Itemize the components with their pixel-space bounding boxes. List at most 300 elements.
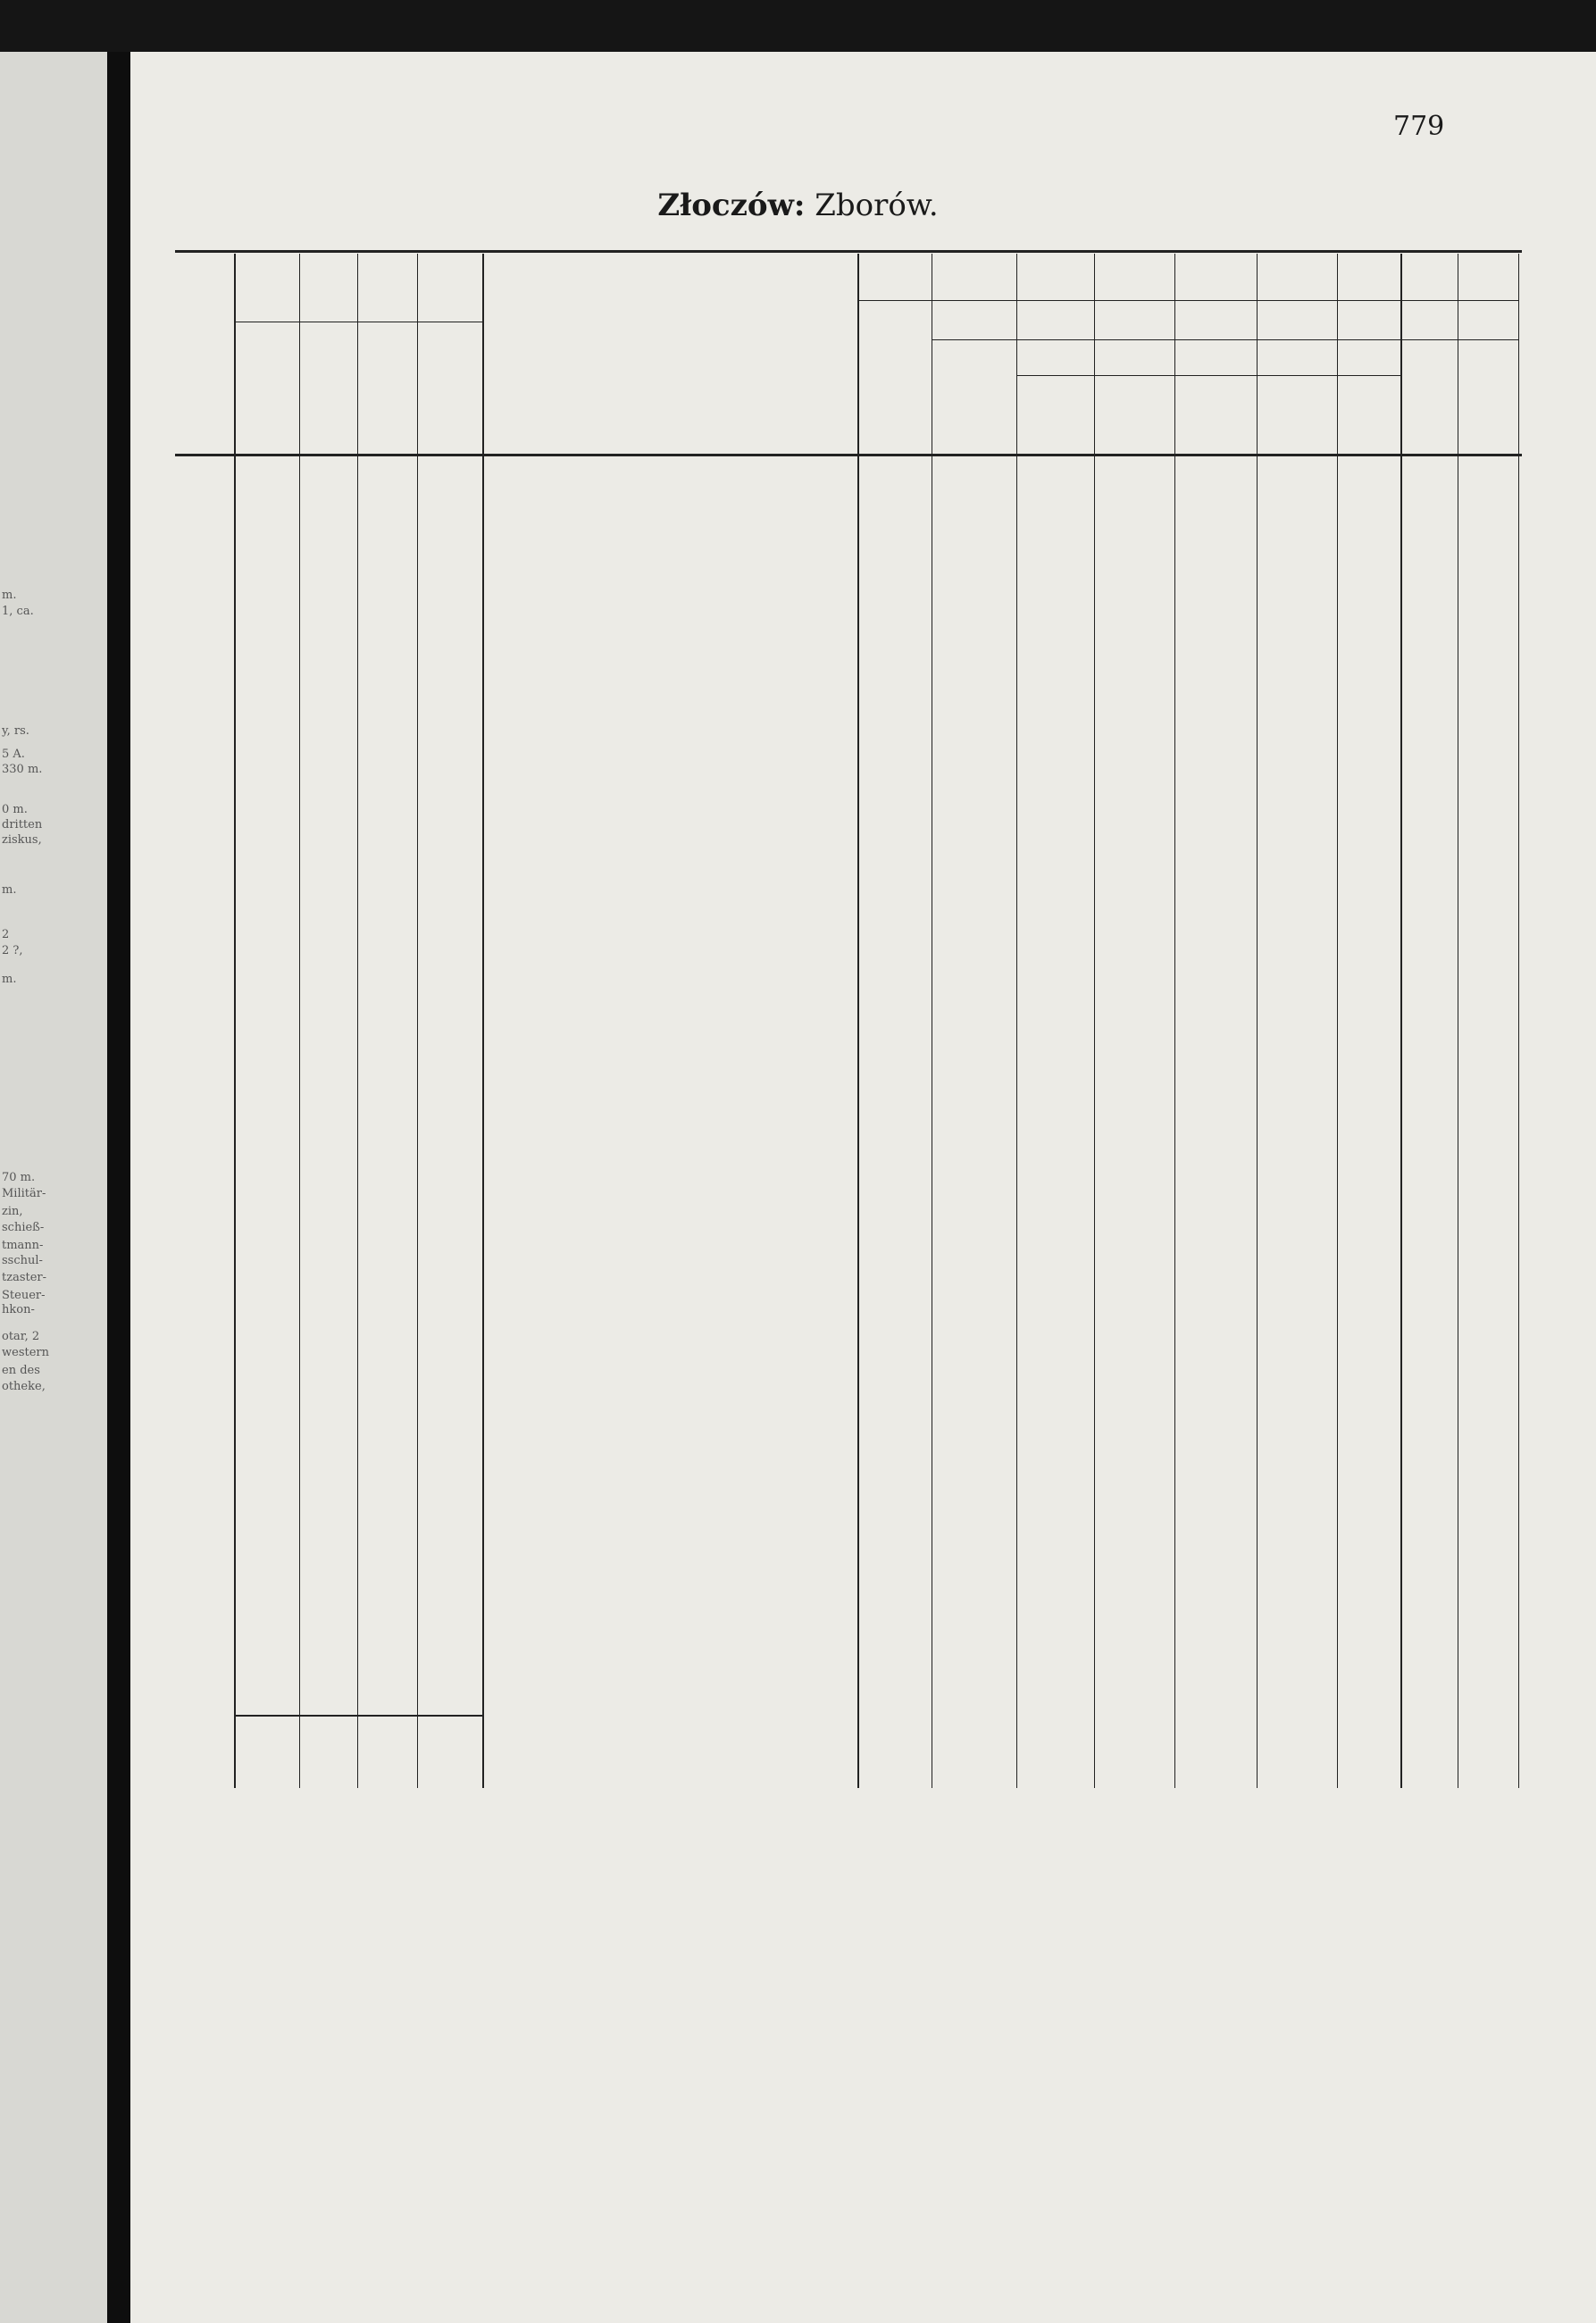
fabriken-value	[1458, 1266, 1513, 1290]
pferde-sum	[234, 1726, 294, 1747]
header-im-ganzen	[857, 343, 932, 450]
row-number	[175, 975, 218, 999]
wiesen-value	[1094, 1519, 1169, 1542]
wiesen-value	[1094, 1155, 1169, 1178]
wald-value	[1337, 904, 1395, 927]
header-steuerpflichtige	[932, 343, 1016, 450]
aecker-value	[1016, 755, 1089, 778]
aecker-value	[1016, 642, 1089, 665]
header-viehstand	[234, 268, 482, 295]
fabriken-value	[1458, 904, 1513, 927]
wiesen-value	[1094, 1192, 1169, 1216]
footer-line	[489, 2071, 1499, 2088]
row-number	[175, 1450, 218, 1473]
wald-value	[1337, 642, 1395, 665]
previous-page-fragment: western	[2, 1346, 49, 1359]
grossgrund-value	[1400, 866, 1452, 890]
header-aecker	[1016, 380, 1094, 450]
gaerten-value	[1174, 1453, 1251, 1476]
wald-value	[1337, 1341, 1395, 1365]
fabriken-value	[1458, 1230, 1513, 1253]
rinder-value	[299, 680, 352, 703]
wald-value	[1337, 1090, 1395, 1114]
hutweiden-value	[1257, 1192, 1332, 1216]
row-number	[175, 676, 218, 699]
pferde-value	[234, 1671, 294, 1694]
steuerpflichtig-value	[932, 1189, 1011, 1212]
steuerpflichtig-value	[932, 1151, 1011, 1174]
katastralgemeinde-name	[495, 676, 870, 701]
aecker-value	[1016, 1416, 1089, 1440]
wald-value	[1337, 1053, 1395, 1076]
wiesen-value	[1094, 1230, 1169, 1253]
hutweiden-value	[1257, 1671, 1332, 1694]
steuerpflichtig-value	[932, 1124, 1011, 1148]
fabriken-value	[1458, 979, 1513, 1002]
katastralgemeinde-name	[495, 825, 870, 850]
wald-value	[1337, 1155, 1395, 1178]
hutweiden-value	[1257, 1266, 1332, 1290]
hutweiden-value	[1257, 1558, 1332, 1582]
wald-value	[1337, 755, 1395, 778]
gaerten-value	[1174, 1341, 1251, 1365]
wiesen-value	[1094, 1304, 1169, 1327]
previous-page-fragment: schieß-	[2, 1221, 45, 1234]
katastralgemeinde-name	[495, 1450, 870, 1475]
scan-top-border	[0, 0, 1596, 52]
hutweiden-value	[1257, 1416, 1332, 1440]
fabriken-value	[1458, 1558, 1513, 1582]
fabriken-value	[1458, 1090, 1513, 1114]
rinder-value	[299, 1558, 352, 1582]
schweine-value	[417, 1053, 477, 1076]
pferde-value	[234, 1230, 294, 1253]
schafe-value	[357, 1266, 412, 1290]
katastralgemeinde-name	[495, 1124, 870, 1149]
katastralgemeinde-name	[495, 1012, 870, 1037]
header-rinder	[299, 327, 357, 448]
schafe-value	[357, 1304, 412, 1327]
fabriken-value	[1458, 1015, 1513, 1039]
hutweiden-value	[1257, 642, 1332, 665]
footer-line	[489, 2001, 1499, 2018]
pferde-value	[234, 1053, 294, 1076]
fabriken-value	[1458, 1128, 1513, 1151]
footnote-militaerpferde	[214, 2193, 482, 2213]
wald-value	[1337, 1671, 1395, 1694]
header-wald	[1337, 380, 1400, 450]
row-number	[175, 564, 218, 588]
title-district: Złoczów:	[657, 188, 806, 223]
schweine-value	[417, 1634, 477, 1657]
im-ganzen-value	[857, 676, 926, 699]
schafe-value	[357, 642, 412, 665]
rinder-value	[299, 1416, 352, 1440]
aecker-value	[1016, 531, 1089, 554]
gaerten-value	[1174, 1192, 1251, 1216]
aecker-value	[1016, 1090, 1089, 1114]
footer-line	[489, 1949, 1499, 1966]
pferde-value	[234, 642, 294, 665]
gaerten-value	[1174, 829, 1251, 852]
im-ganzen-value	[857, 789, 926, 812]
previous-page-fragment: m.	[2, 973, 17, 986]
katastralgemeinde-name	[495, 975, 870, 1000]
pferde-value	[234, 1341, 294, 1365]
im-ganzen-value	[857, 714, 926, 737]
grossgrund-value	[1400, 1341, 1452, 1365]
header-schafe	[357, 327, 417, 448]
im-ganzen-value	[857, 1087, 926, 1110]
aecker-value	[1016, 1453, 1089, 1476]
aecker-value	[1016, 1634, 1089, 1657]
katastralgemeinde-name	[495, 938, 870, 963]
aecker-value	[1016, 1558, 1089, 1582]
steuerpflichtig-value	[932, 1375, 1011, 1399]
page-number: 779	[1393, 111, 1445, 142]
previous-page-fragment: 5 A.	[2, 748, 25, 761]
schafe-value	[357, 1634, 412, 1657]
wald-value	[1337, 606, 1395, 629]
wald-value	[1337, 717, 1395, 740]
grossgrund-value	[1400, 1266, 1452, 1290]
hutweiden-value	[1257, 1341, 1332, 1365]
wiesen-value	[1094, 755, 1169, 778]
steuerpflichtig-value	[932, 1263, 1011, 1286]
wald-value	[1337, 680, 1395, 703]
footer-heading	[554, 1820, 1358, 1840]
wald-value	[1337, 1230, 1395, 1253]
pferde-value	[234, 1304, 294, 1327]
header-fabriken	[1458, 345, 1518, 450]
wiesen-value	[1094, 829, 1169, 852]
row-number	[175, 863, 218, 886]
pferde-value	[234, 606, 294, 629]
schweine-value	[417, 1090, 477, 1114]
steuerpflichtig-value	[932, 789, 1011, 812]
aecker-value	[1016, 1379, 1089, 1402]
wiesen-value	[1094, 1090, 1169, 1114]
schweine-value	[417, 1341, 477, 1365]
hutweiden-value	[1257, 1230, 1332, 1253]
aecker-value	[1016, 1491, 1089, 1514]
steuerpflichtig-value	[932, 564, 1011, 588]
fabriken-value	[1458, 1155, 1513, 1178]
row-number	[175, 602, 218, 625]
rinder-value	[299, 531, 352, 554]
aecker-value	[1016, 866, 1089, 890]
wald-value	[1337, 1634, 1395, 1657]
fabriken-value	[1458, 717, 1513, 740]
fabriken-value	[1458, 680, 1513, 703]
fabriken-value	[1458, 1491, 1513, 1514]
previous-page-fragment: zin,	[2, 1205, 23, 1218]
gaerten-value	[1174, 1128, 1251, 1151]
rinder-sum	[299, 1726, 352, 1747]
schweine-value	[417, 941, 477, 965]
im-ganzen-value	[857, 1124, 926, 1148]
schweine-value	[417, 531, 477, 554]
katastralgemeinde-name	[495, 1300, 870, 1325]
im-ganzen-value	[857, 975, 926, 999]
katastralgemeinde-name	[495, 1189, 870, 1214]
schweine-value	[417, 1671, 477, 1694]
previous-page-fragment: tmann-	[2, 1239, 44, 1252]
pferde-value	[234, 1266, 294, 1290]
steuerpflichtig-value	[932, 751, 1011, 774]
rinder-value	[299, 568, 352, 591]
schafe-value	[357, 755, 412, 778]
schafe-value	[357, 866, 412, 890]
schweine-value	[417, 866, 477, 890]
steuerpflichtig-value	[932, 1226, 1011, 1249]
row-number	[175, 1189, 218, 1212]
rinder-value	[299, 1379, 352, 1402]
aecker-value	[1016, 568, 1089, 591]
footer-line	[489, 1932, 1499, 1949]
grossgrund-value	[1400, 1519, 1452, 1542]
katastralgemeinde-name	[495, 1516, 870, 1541]
katastralgemeinde-name	[495, 1413, 870, 1438]
steuerpflichtig-value	[932, 1087, 1011, 1110]
im-ganzen-value	[857, 1189, 926, 1212]
aecker-value	[1016, 606, 1089, 629]
header-hutweiden	[1257, 380, 1337, 450]
gaerten-value	[1174, 1155, 1251, 1178]
wald-value	[1337, 1304, 1395, 1327]
rinder-value	[299, 1453, 352, 1476]
pferde-value	[234, 941, 294, 965]
schafe-value	[357, 1015, 412, 1039]
grossgrund-value	[1400, 642, 1452, 665]
page-title	[0, 188, 1596, 223]
hutweiden-value	[1257, 1304, 1332, 1327]
table-rule-horizontal	[175, 454, 1522, 456]
grossgrund-value	[1400, 755, 1452, 778]
wiesen-value	[1094, 1491, 1169, 1514]
gaerten-value	[1174, 680, 1251, 703]
im-ganzen-value	[857, 1049, 926, 1073]
gaerten-value	[1174, 979, 1251, 1002]
hutweiden-value	[1257, 1090, 1332, 1114]
previous-page-fragment: ziskus,	[2, 833, 42, 847]
gaerten-value	[1174, 1558, 1251, 1582]
rinder-value	[299, 1505, 352, 1528]
schafe-value	[357, 1053, 412, 1076]
fabriken-value	[1458, 531, 1513, 554]
grossgrund-value	[1400, 1671, 1452, 1694]
row-number	[175, 1413, 218, 1436]
table-rule-horizontal	[1016, 375, 1400, 376]
wald-value	[1337, 829, 1395, 852]
wiesen-value	[1094, 680, 1169, 703]
previous-page-fragment: Steuer-	[2, 1289, 46, 1302]
im-ganzen-value	[857, 1487, 926, 1510]
schafe-value	[357, 1230, 412, 1253]
wiesen-value	[1094, 1341, 1169, 1365]
rinder-value	[299, 829, 352, 852]
hutweiden-value	[1257, 606, 1332, 629]
fabriken-value	[1458, 642, 1513, 665]
aecker-value	[1016, 904, 1089, 927]
grossgrund-value	[1400, 1128, 1452, 1151]
steuerpflichtig-value	[932, 1338, 1011, 1361]
im-ganzen-value	[857, 825, 926, 848]
gaerten-value	[1174, 1304, 1251, 1327]
aecker-value	[1016, 1053, 1089, 1076]
header-anzahl	[1400, 307, 1518, 332]
steuerpflichtig-value	[932, 1667, 1011, 1691]
im-ganzen-value	[857, 1151, 926, 1174]
katastralgemeinde-name	[495, 1049, 870, 1074]
aecker-value	[1016, 979, 1089, 1002]
pferde-value	[234, 1453, 294, 1476]
gaerten-value	[1174, 1416, 1251, 1440]
hutweiden-value	[1257, 866, 1332, 890]
grossgrund-value	[1400, 829, 1452, 852]
footer-line	[489, 1897, 1499, 1914]
aecker-value	[1016, 829, 1089, 852]
gaerten-value	[1174, 568, 1251, 591]
steuerpflichtig-value	[932, 1516, 1011, 1539]
hutweiden-value	[1257, 1128, 1332, 1151]
wiesen-value	[1094, 1558, 1169, 1582]
pferde-value	[234, 568, 294, 591]
schweine-value	[417, 1379, 477, 1402]
steuerpflichtig-value	[932, 527, 1011, 550]
schafe-value	[357, 568, 412, 591]
im-ganzen-value	[857, 1592, 926, 1616]
gaerten-value	[1174, 941, 1251, 965]
steuerpflichtig-value	[932, 1592, 1011, 1616]
previous-page-fragment: 2 ?,	[2, 944, 23, 957]
pferde-value	[234, 1090, 294, 1114]
schafe-value	[357, 531, 412, 554]
header-bezirk	[482, 302, 857, 327]
table-rule-horizontal	[234, 1715, 482, 1717]
wald-value	[1337, 979, 1395, 1002]
previous-page-fragment: 0 m.	[2, 803, 28, 816]
gaerten-value	[1174, 755, 1251, 778]
fabriken-value	[1458, 866, 1513, 890]
grossgrund-value	[1400, 941, 1452, 965]
schafe-value	[357, 1505, 412, 1528]
rinder-value	[299, 904, 352, 927]
im-ganzen-value	[857, 1516, 926, 1539]
hutweiden-value	[1257, 1379, 1332, 1402]
fabriken-value	[1458, 1416, 1513, 1440]
im-ganzen-value	[857, 900, 926, 923]
grossgrund-value	[1400, 1416, 1452, 1440]
rinder-value	[299, 1596, 352, 1619]
grossgrund-value	[1400, 1053, 1452, 1076]
aecker-value	[1016, 1155, 1089, 1178]
schafe-value	[357, 1558, 412, 1582]
schweine-value	[417, 755, 477, 778]
grossgrund-value	[1400, 606, 1452, 629]
pferde-value	[234, 717, 294, 740]
pferde-value	[234, 531, 294, 554]
fabriken-value	[1458, 755, 1513, 778]
steuerpflichtig-value	[932, 1012, 1011, 1035]
schweine-value	[417, 1192, 477, 1216]
katastralgemeinde-name	[495, 639, 870, 664]
gaerten-value	[1174, 1379, 1251, 1402]
header-grossgrund	[1400, 345, 1458, 450]
footer-line	[489, 2088, 1499, 2105]
schweine-value	[417, 792, 477, 815]
previous-page-fragment: en des	[2, 1364, 40, 1377]
schafe-value	[357, 1453, 412, 1476]
wiesen-value	[1094, 1015, 1169, 1039]
schafe-value	[357, 1379, 412, 1402]
gaerten-value	[1174, 1671, 1251, 1694]
wald-value	[1337, 1453, 1395, 1476]
hutweiden-value	[1257, 1453, 1332, 1476]
grossgrund-value	[1400, 792, 1452, 815]
wald-value	[1337, 1379, 1395, 1402]
row-number	[175, 1592, 218, 1616]
row-number	[175, 789, 218, 812]
rinder-value	[299, 941, 352, 965]
im-ganzen-value	[857, 1012, 926, 1035]
previous-page-fragment: tzaster-	[2, 1271, 47, 1284]
fabriken-value	[1458, 606, 1513, 629]
grossgrund-value	[1400, 1155, 1452, 1178]
im-ganzen-value	[857, 1375, 926, 1399]
katastralgemeinde-name	[495, 789, 870, 814]
schafe-value	[357, 1090, 412, 1114]
header-schweine	[417, 327, 482, 448]
im-ganzen-value	[857, 1300, 926, 1324]
gaerten-value	[1174, 1266, 1251, 1290]
aecker-value	[1016, 680, 1089, 703]
wiesen-value	[1094, 531, 1169, 554]
im-ganzen-value	[857, 1263, 926, 1286]
footer-line	[489, 2036, 1499, 2053]
wiesen-value	[1094, 979, 1169, 1002]
grossgrund-value	[1400, 1090, 1452, 1114]
header-davon	[1016, 347, 1400, 372]
pferde-value	[234, 1015, 294, 1039]
aecker-value	[1016, 792, 1089, 815]
hutweiden-value	[1257, 755, 1332, 778]
katastralgemeinde-name	[495, 1487, 870, 1512]
footer-subheading	[554, 1849, 911, 1868]
wiesen-value	[1094, 1416, 1169, 1440]
row-number	[175, 1135, 218, 1158]
section-label	[255, 489, 523, 514]
gaerten-value	[1174, 866, 1251, 890]
wald-value	[1337, 568, 1395, 591]
hutweiden-value	[1257, 1519, 1332, 1542]
schweine-value	[417, 1266, 477, 1290]
aecker-value	[1016, 717, 1089, 740]
row-number	[175, 1630, 218, 1653]
pferde-value	[234, 829, 294, 852]
wald-value	[1337, 792, 1395, 815]
schafe-value	[357, 1671, 412, 1694]
row-number	[175, 1087, 218, 1110]
previous-page-strip	[0, 52, 107, 2323]
wald-value	[1337, 941, 1395, 965]
schweine-value	[417, 904, 477, 927]
wiesen-value	[1094, 1671, 1169, 1694]
gaerten-value	[1174, 792, 1251, 815]
rinder-value	[299, 866, 352, 890]
pferde-value	[234, 755, 294, 778]
steuerpflichtig-value	[932, 1630, 1011, 1653]
